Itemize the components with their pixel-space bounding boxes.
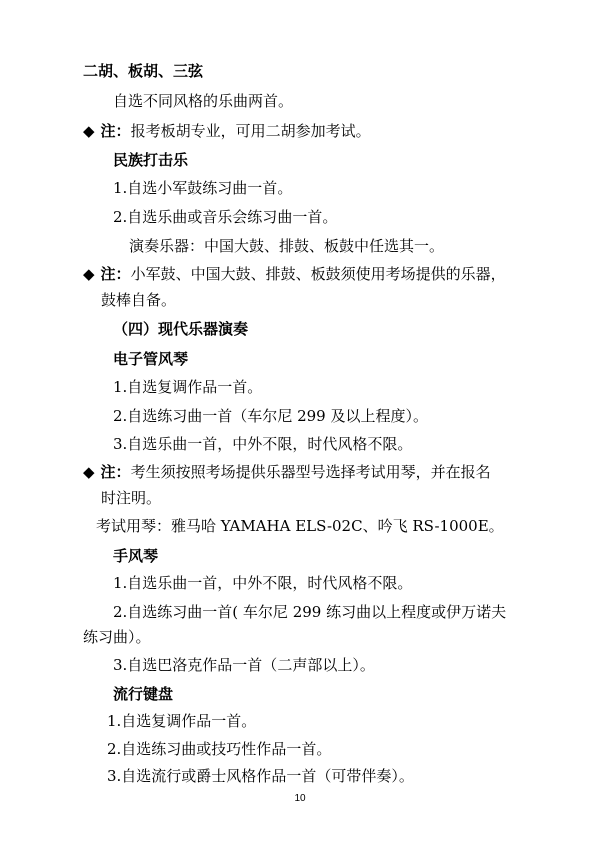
diamond-bullet-icon: ◆: [83, 265, 95, 283]
percussion-item-1: 1.自选小军鼓练习曲一首。: [113, 179, 293, 197]
note-label: 注：: [100, 122, 131, 140]
note-text: 考生须按照考场提供乐器型号选择考试用琴，并在报名: [130, 463, 491, 481]
electone-item-3: 3.自选乐曲一首，中外不限，时代风格不限。: [113, 435, 413, 453]
percussion-item-2: 2.自选乐曲或音乐会练习曲一首。: [113, 208, 338, 226]
accordion-heading: 手风琴: [113, 547, 159, 565]
diamond-bullet-icon: ◆: [83, 463, 95, 481]
percussion-heading: 民族打击乐: [113, 151, 189, 169]
diamond-bullet-icon: ◆: [83, 122, 95, 140]
erhu-requirement: 自选不同风格的乐曲两首。: [113, 92, 294, 110]
electone-item-2: 2.自选练习曲一首（车尔尼 299 及以上程度）。: [113, 407, 428, 425]
note-text: 小军鼓、中国大鼓、排鼓、板鼓须使用考场提供的乐器，: [130, 265, 506, 283]
accordion-item-1: 1.自选乐曲一首，中外不限，时代风格不限。: [113, 574, 413, 592]
keyboard-item-2: 2.自选练习曲或技巧性作品一首。: [107, 740, 332, 758]
note-label: 注：: [100, 463, 131, 481]
electone-item-1: 1.自选复调作品一首。: [113, 378, 263, 396]
modern-instruments-heading: （四）现代乐器演奏: [113, 320, 249, 338]
note-label: 注：: [100, 265, 131, 283]
erhu-heading: 二胡、板胡、三弦: [83, 62, 204, 80]
keyboard-heading: 流行键盘: [113, 685, 174, 703]
electone-heading: 电子管风琴: [113, 350, 189, 368]
note-electone: [83, 462, 491, 482]
electone-exam-instruments: 考试用琴：雅马哈 YAMAHA ELS-02C、吟飞 RS-1000E。: [96, 517, 504, 535]
accordion-item-2-continued: 练习曲）。: [83, 628, 151, 646]
keyboard-item-1: 1.自选复调作品一首。: [107, 712, 257, 730]
accordion-item-3: 3.自选巴洛克作品一首（二声部以上）。: [113, 656, 375, 674]
note-text: 报考板胡专业，可用二胡参加考试。: [130, 122, 371, 140]
accordion-item-2: 2.自选练习曲一首( 车尔尼 299 练习曲以上程度或伊万诺夫: [113, 603, 507, 621]
note-electone-continued: 时注明。: [101, 489, 162, 507]
page-number: 10: [294, 793, 306, 804]
note-board-huqin: [83, 121, 371, 141]
percussion-instruments: 演奏乐器：中国大鼓、排鼓、板鼓中任选其一。: [129, 237, 445, 255]
note-percussion-continued: 鼓棒自备。: [101, 291, 177, 309]
note-percussion: [83, 264, 506, 284]
keyboard-item-3: 3.自选流行或爵士风格作品一首（可带伴奏）。: [107, 767, 414, 785]
